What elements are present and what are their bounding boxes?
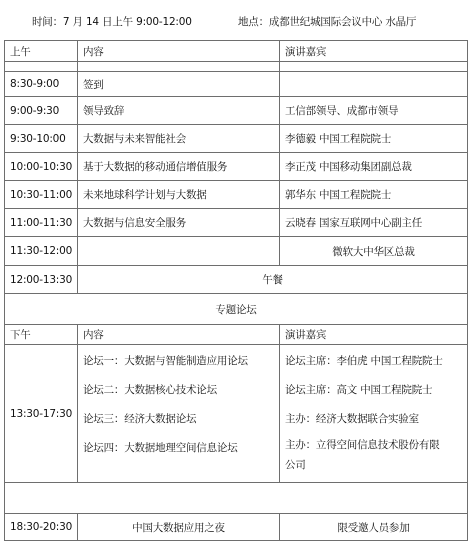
- forum-content-cell: [78, 345, 280, 483]
- forum-time: 13:30-17:30: [5, 345, 78, 483]
- table-row: [5, 209, 468, 237]
- morning-header-row: [5, 41, 468, 62]
- forum-content: 论坛四：大数据地理空间信息论坛: [83, 442, 238, 454]
- forum-speaker: 论坛主席：高文 中国工程院院士: [285, 384, 433, 396]
- forum-speaker: 论坛主席：李伯虎 中国工程院院士: [285, 355, 443, 367]
- forum-speaker-multiline: [285, 435, 467, 475]
- lunch-time: 12:00-13:30: [5, 266, 78, 294]
- session-content: [78, 237, 280, 266]
- table-row: [5, 97, 468, 125]
- forum-title: 专题论坛: [5, 294, 468, 325]
- col-content-afternoon: 内容: [78, 325, 280, 345]
- evening-row: [5, 514, 468, 541]
- forum-speaker-cell: [280, 345, 468, 483]
- evening-time: 18:30-20:30: [5, 514, 78, 541]
- forum-content: 论坛一：大数据与智能制造应用论坛: [83, 355, 248, 367]
- agenda-table: [4, 40, 468, 541]
- table-row: [5, 125, 468, 153]
- session-content: 领导致辞: [78, 97, 280, 125]
- evening-content: 中国大数据应用之夜: [78, 514, 280, 541]
- table-row: [5, 181, 468, 209]
- spacer-row: [5, 62, 468, 72]
- header-time: 时间：7 月 14 日上午 9:00-12:00: [32, 16, 192, 28]
- session-time: 9:00-9:30: [5, 97, 78, 125]
- lunch-label: 午餐: [78, 266, 468, 294]
- session-speaker: 云晓春 国家互联网中心副主任: [280, 209, 468, 237]
- session-speaker: [280, 72, 468, 97]
- forum-block-row: [5, 345, 468, 483]
- session-content: 大数据与未来智能社会: [78, 125, 280, 153]
- session-time: 9:30-10:00: [5, 125, 78, 153]
- col-content-morning: 内容: [78, 41, 280, 62]
- table-row: [5, 72, 468, 97]
- session-time: 10:00-10:30: [5, 153, 78, 181]
- session-content: 基于大数据的移动通信增值服务: [78, 153, 280, 181]
- forum-content: 论坛三：经济大数据论坛: [83, 413, 197, 425]
- session-speaker: 工信部领导、成都市领导: [280, 97, 468, 125]
- session-content: 未来地球科学计划与大数据: [78, 181, 280, 209]
- col-speakers-morning: 演讲嘉宾: [280, 41, 468, 62]
- session-content: 签到: [78, 72, 280, 97]
- session-time: 10:30-11:00: [5, 181, 78, 209]
- table-row: [5, 153, 468, 181]
- session-time: 11:30-12:00: [5, 237, 78, 266]
- session-time: 8:30-9:00: [5, 72, 78, 97]
- col-speakers-afternoon: 演讲嘉宾: [280, 325, 468, 345]
- table-row: [5, 237, 468, 266]
- forum-title-row: [5, 294, 468, 325]
- session-speaker: 李正茂 中国移动集团副总裁: [280, 153, 468, 181]
- session-content: 大数据与信息安全服务: [78, 209, 280, 237]
- session-speaker: 微软大中华区总裁: [280, 237, 468, 266]
- header-location: 地点：成都世纪城国际会议中心 水晶厅: [238, 16, 417, 28]
- col-period-afternoon: 下午: [5, 325, 78, 345]
- blank-row: [5, 483, 468, 514]
- forum-speaker: 主办：经济大数据联合实验室: [285, 413, 419, 425]
- agenda-header: [0, 0, 472, 40]
- forum-speaker: 公司: [285, 459, 306, 471]
- forum-speaker: 主办：立得空间信息技术股份有限: [285, 439, 440, 451]
- forum-content: 论坛二：大数据核心技术论坛: [83, 384, 217, 396]
- session-speaker: 郭华东 中国工程院院士: [280, 181, 468, 209]
- lunch-row: [5, 266, 468, 294]
- session-speaker: 李德毅 中国工程院院士: [280, 125, 468, 153]
- col-period-morning: 上午: [5, 41, 78, 62]
- afternoon-header-row: [5, 325, 468, 345]
- evening-speaker: 限受邀人员参加: [280, 514, 468, 541]
- session-time: 11:00-11:30: [5, 209, 78, 237]
